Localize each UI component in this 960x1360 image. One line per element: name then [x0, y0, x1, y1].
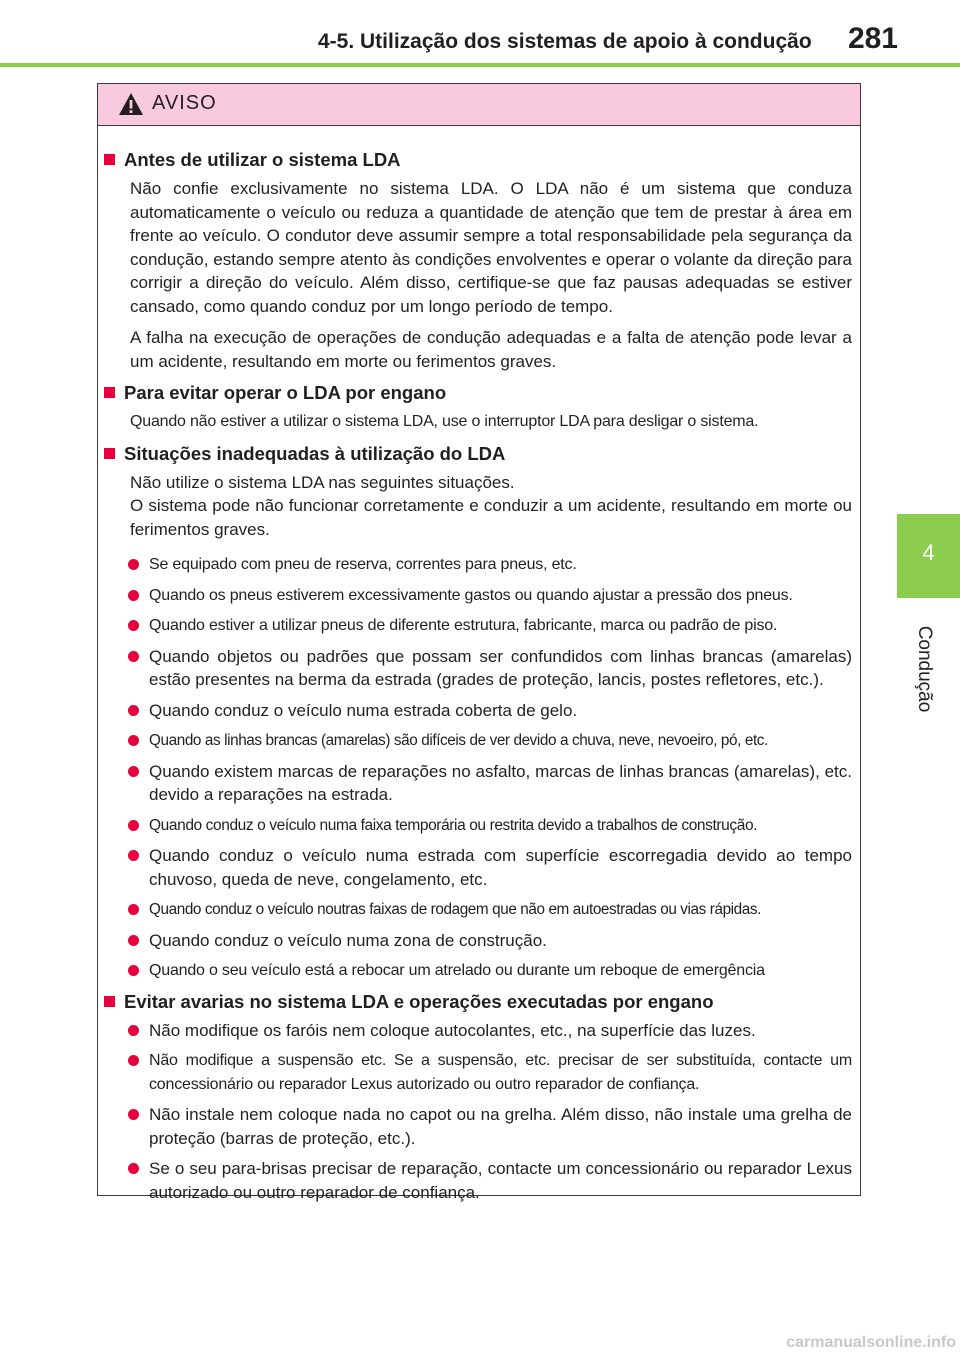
bullet-icon — [128, 1055, 139, 1066]
bullet-icon — [128, 850, 139, 861]
chapter-tab-label: Condução — [914, 625, 935, 713]
list-item-text: Quando conduz o veículo numa estrada com superfície escorregadia devido ao tempo chuvoso, queda de neve, congelamento, etc. — [149, 846, 852, 889]
list-item — [144, 729, 852, 753]
list-item-text: Quando os pneus estiverem excessivamente gastos ou quando ajustar a pressão dos pneus. — [149, 586, 793, 604]
header-divider — [0, 63, 960, 67]
paragraph: A falha na execução de operações de condução adequadas e a falta de atenção pode levar a um acidente, resultando em morte ou ferimentos graves. — [130, 328, 852, 371]
section-title-text: Antes de utilizar o sistema LDA — [124, 149, 401, 170]
bullet-icon — [128, 1163, 139, 1174]
paragraph: Quando não estiver a utilizar o sistema LDA, use o interruptor LDA para desligar o sistema. — [130, 413, 759, 430]
bullet-icon — [128, 705, 139, 716]
list-item-text: Se equipado com pneu de reserva, correntes para pneus, etc. — [149, 556, 577, 573]
list-item — [144, 814, 852, 838]
section-marker-icon — [104, 448, 115, 459]
paragraph: Não confie exclusivamente no sistema LDA. O LDA não é um sistema que conduza automaticamente o veículo ou reduza a quantidade de atenção que tem de prestar à área em frente ao veículo. O condutor deve assumir sempre a total responsabilidade pela segurança da condução, estando sempre atento às condições envolventes e operar o volante da direção para corrigir a direção do veículo. Além disso, certifique-se que faz pausas adequadas se estiver cansado, como quando conduz por um longo período de tempo. — [130, 179, 852, 316]
section-title — [104, 148, 852, 172]
warning-header — [98, 84, 860, 126]
list-item-text: Quando conduz o veículo numa estrada coberta de gelo. — [149, 700, 578, 720]
list-item-text: Quando o seu veículo está a rebocar um atrelado ou durante um reboque de emergência — [149, 962, 765, 979]
warning-body — [98, 126, 860, 1204]
warning-triangle-icon — [118, 92, 144, 116]
list-item — [144, 760, 852, 807]
bullet-icon — [128, 1109, 139, 1120]
list-item-text: Quando objetos ou padrões que possam ser confundidos com linhas brancas (amarelas) estão presentes na berma da estrada (grades de proteção, lancis, postes refletores, etc.). — [149, 646, 852, 689]
section-title — [104, 442, 852, 466]
bullet-icon — [128, 559, 139, 570]
list-item — [144, 929, 852, 953]
list-item — [144, 553, 852, 577]
list-item-text: Quando estiver a utilizar pneus de diferente estrutura, fabricante, marca ou padrão de piso. — [149, 617, 778, 634]
bullet-icon — [128, 590, 139, 601]
section-title — [104, 381, 852, 405]
bullet-icon — [128, 1025, 139, 1036]
section-marker-icon — [104, 387, 115, 398]
section-title-text: Para evitar operar o LDA por engano — [124, 382, 447, 403]
chapter-tab[interactable] — [897, 514, 960, 598]
paragraph: O sistema pode não funcionar corretamente e conduzir a um acidente, resultando em morte ou ferimentos graves. — [130, 496, 852, 539]
list-item — [144, 645, 852, 692]
bullet-icon — [128, 620, 139, 631]
section-title — [104, 990, 852, 1014]
list-item-text: Quando existem marcas de reparações no asfalto, marcas de linhas brancas (amarelas), etc. devido a reparações na estrada. — [149, 761, 852, 804]
list-item — [144, 1019, 852, 1043]
list-item — [144, 959, 852, 983]
bullet-icon — [128, 735, 139, 746]
bullet-icon — [128, 965, 139, 976]
list-item — [144, 898, 852, 922]
list-item-text: Não modifique a suspensão etc. Se a suspensão, etc. precisar de ser substituída, contacte um concessionário ou reparador Lexus autorizado ou outro reparador de confiança. — [149, 1052, 852, 1093]
list-item — [144, 584, 852, 608]
list-item-text: Quando conduz o veículo numa faixa temporária ou restrita devido a trabalhos de construção. — [149, 816, 758, 834]
list-item-text: Não modifique os faróis nem coloque autocolantes, etc., na superfície das luzes. — [149, 1020, 756, 1040]
section-marker-icon — [104, 996, 115, 1007]
list-item-text: Não instale nem coloque nada no capot ou na grelha. Além disso, não instale uma grelha de proteção (barras de proteção, etc.). — [149, 1105, 852, 1148]
list-item-text: Se o seu para-brisas precisar de reparação, contacte um concessionário ou reparador Lexus autorizado ou outro reparador de confiança. — [149, 1159, 852, 1202]
list-item — [144, 1157, 852, 1204]
warning-box — [97, 83, 861, 1202]
paragraph: Não utilize o sistema LDA nas seguintes situações. — [130, 472, 515, 492]
bullet-icon — [128, 766, 139, 777]
watermark: carmanualsonline.info — [786, 1334, 956, 1351]
section-title-text: Situações inadequadas à utilização do LDA — [124, 442, 506, 464]
bullet-icon — [128, 651, 139, 662]
bullet-icon — [128, 935, 139, 946]
list-item-text: Quando as linhas brancas (amarelas) são difíceis de ver devido a chuva, neve, nevoeiro, pó, etc. — [149, 732, 768, 749]
list-item — [144, 1103, 852, 1150]
list-item-text: Quando conduz o veículo noutras faixas de rodagem que não em autoestradas ou vias rápidas. — [149, 901, 761, 918]
list-item — [144, 614, 852, 638]
list-item — [144, 699, 852, 723]
list-item — [144, 844, 852, 891]
page-number: 281 — [847, 22, 898, 55]
warning-label: AVISO — [152, 92, 217, 114]
chapter-tab-number: 4 — [922, 540, 935, 565]
list-item-text: Quando conduz o veículo numa zona de construção. — [149, 930, 547, 950]
section-title-text: Evitar avarias no sistema LDA e operações executadas por engano — [124, 990, 714, 1012]
bullet-icon — [128, 820, 139, 831]
chapter-title: 4-5. Utilização dos sistemas de apoio à condução — [318, 30, 812, 53]
section-marker-icon — [104, 154, 115, 165]
list-item — [144, 1049, 852, 1096]
bullet-icon — [128, 904, 139, 915]
